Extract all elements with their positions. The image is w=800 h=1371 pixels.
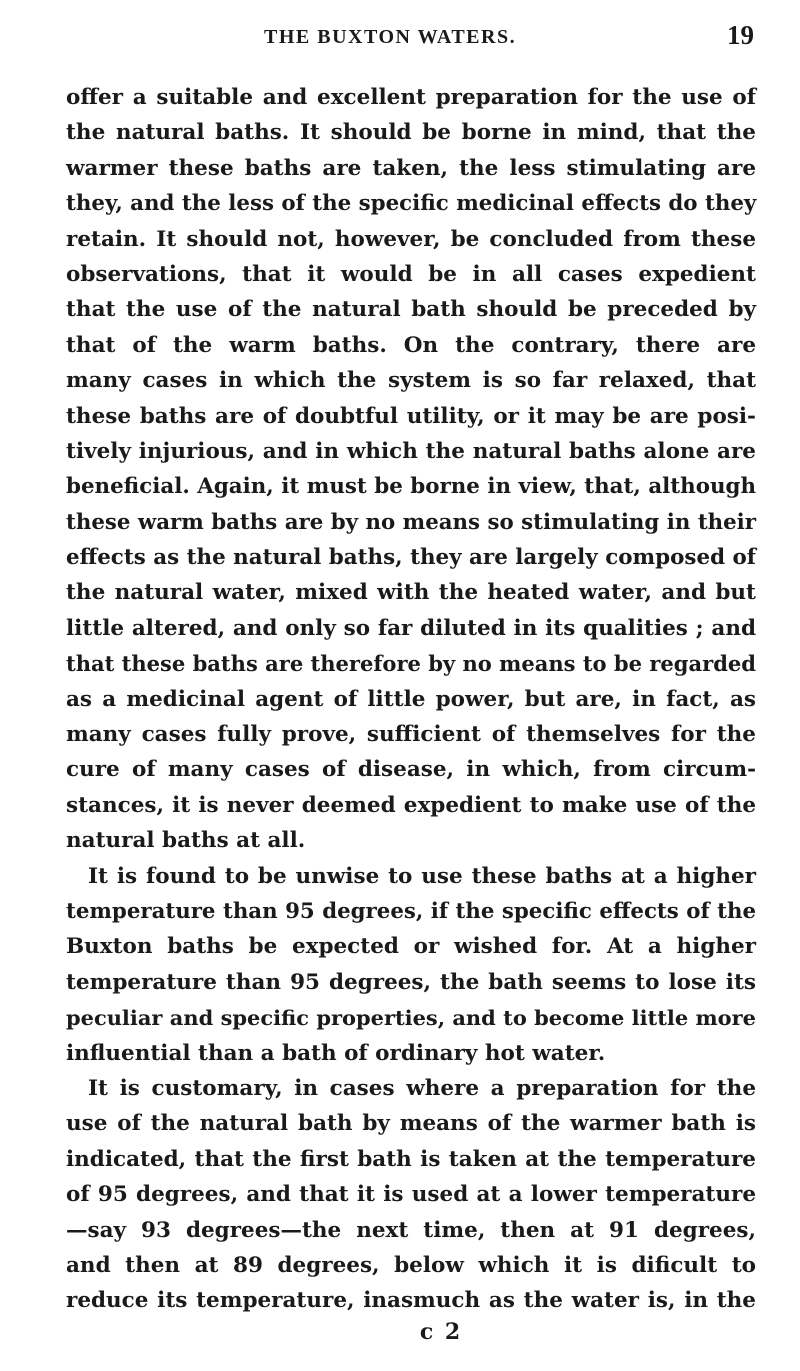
text-line: the natural water, mixed with the heated water, and but <box>66 580 756 606</box>
paragraph-2 <box>66 859 756 1071</box>
paragraph-1 <box>66 80 756 859</box>
text-line: cure of many cases of disease, in which, from circum- <box>66 757 756 783</box>
running-head <box>66 14 756 54</box>
page-number: 19 <box>727 20 754 50</box>
text-line: reduce its temperature, inasmuch as the water is, in the <box>66 1288 756 1314</box>
text-line: stances, it is never deemed expedient to make use of the <box>66 792 756 818</box>
text-line: many cases in which the system is so far relaxed, that <box>66 368 756 394</box>
text-line: influential than a bath of ordinary hot water. <box>66 1040 606 1066</box>
text-line: temperature than 95 degrees, the bath seems to lose its <box>66 969 756 995</box>
text-line: —say 93 degrees—the next time, then at 91 degrees, <box>66 1217 756 1243</box>
body-text <box>66 80 756 1319</box>
text-line: warmer these baths are taken, the less stimulating are <box>66 155 756 181</box>
running-title: THE BUXTON WATERS. <box>264 26 517 48</box>
text-line: peculiar and specific properties, and to become little more <box>66 1005 756 1031</box>
text-line: that these baths are therefore by no means to be regarded <box>66 651 756 677</box>
text-line: and then at 89 degrees, below which it is dificult to <box>66 1252 756 1278</box>
text-line: tively injurious, and in which the natural baths alone are <box>66 438 756 464</box>
text-line: they, and the less of the specific medicinal effects do they <box>66 191 757 217</box>
text-line: these warm baths are by no means so stimulating in their <box>66 509 756 535</box>
signature-mark: c 2 <box>419 1318 463 1345</box>
text-line: It is customary, in cases where a preparation for the <box>88 1075 756 1101</box>
text-line: of 95 degrees, and that it is used at a lower temperature <box>66 1182 756 1208</box>
text-line: It is found to be unwise to use these baths at a higher <box>88 863 756 889</box>
text-line: the natural baths. It should be borne in mind, that the <box>66 120 756 146</box>
text-line: temperature than 95 degrees, if the specific effects of the <box>66 898 756 924</box>
text-line: that the use of the natural bath should be preceded by <box>66 297 756 323</box>
text-line: as a medicinal agent of little power, but are, in fact, as <box>66 686 756 712</box>
text-line: natural baths at all. <box>66 828 306 854</box>
paragraph-3 <box>66 1071 756 1319</box>
text-line: beneficial. Again, it must be borne in view, that, although <box>66 474 756 500</box>
text-line: effects as the natural baths, they are largely composed of <box>66 545 756 571</box>
text-line: observations, that it would be in all cases expedient <box>66 261 756 287</box>
text-line: many cases fully prove, sufficient of themselves for the <box>66 722 756 748</box>
text-line: little altered, and only so far diluted in its qualities ; and <box>66 615 756 641</box>
text-line: these baths are of doubtful utility, or it may be are posi- <box>66 403 756 429</box>
text-line: use of the natural bath by means of the warmer bath is <box>66 1111 756 1137</box>
text-line: indicated, that the first bath is taken at the temperature <box>66 1146 756 1172</box>
book-page <box>66 14 756 1345</box>
text-line: Buxton baths be expected or wished for. At a higher <box>66 934 756 960</box>
text-line: offer a suitable and excellent preparation for the use of <box>66 85 756 110</box>
text-line: retain. It should not, however, be concluded from these <box>66 226 756 252</box>
text-line: that of the warm baths. On the contrary, there are <box>66 332 756 358</box>
